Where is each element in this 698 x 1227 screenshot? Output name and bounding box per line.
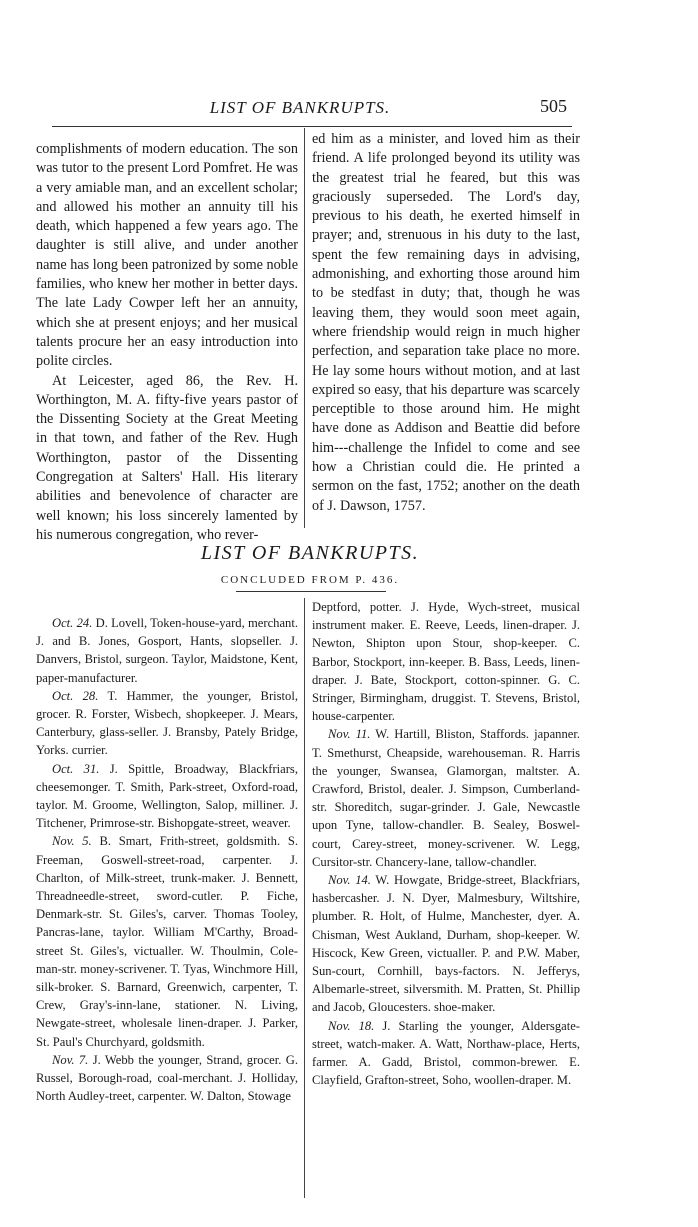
obituary-paragraph: ed him as a minister, and loved him as their friend. A life prolonged beyond its utility was the greatest trial he feared, but this was graciously superseded. The Lord's day, previous to his death, he exerted himself in prayer; and, strenuous in his duty to the last, spent the few remaining days in advising, admonishing, and exhorting those around him to be stedfast in duty; that, though he was leaving them, they would soon meet again, where friendship would reign in much higher perfection, and separation take place no more. He lay some hours without motion, and at last expired so easy, that his departure was scarcely perceptible to those around him. He might have done as Addison and Beattie did before him---challenge the Infidel to come and see how a Christian could die. He printed a sermon on the fast, 1752; another on the death of J. Dawson, 1757. xyxy=(312,131,580,514)
obituary-paragraph: At Leicester, aged 86, the Rev. H. Worthington, M. A. fifty-five years pastor of the Dissenting Society at the Great Meeting in that town, and father of the Rev. Hugh Worthington, pastor of the Dissenting Congregation at Salters' Hall. His literary abilities and benevolence of character are well known; his loss sincerely lamented by his numerous congregation, who rever- xyxy=(36,372,298,543)
obituary-paragraph: complishments of modern education. The son was tutor to the present Lord Pomfret. He was a very amiable man, and an excellent scholar; and allowed his mother an annuity till his death, which happened a few years ago. The daughter is still alive, and under another name has long been patronized by some noble families, who knew her mother in better days. The late Lady Cowper left her an annuity, which she at present enjoys; and her musical talents procure her an easy introduction into polite circles. xyxy=(36,141,299,370)
page-number: 505 xyxy=(540,96,567,116)
entry-text: J. Starling the younger, Aldersgate-street, watch-maker. A. Watt, Northaw-place, Herts, farmer. A. Gadd, Bristol, common-brewer. E. Clayfield, Grafton-street, Soho, woollen-draper. M. xyxy=(312,1018,580,1088)
entry-date: Oct. 24. xyxy=(52,616,93,630)
entry-text: D. Lovell, Token-house-yard, merchant. J. and B. Jones, Gosport, Hants, slopseller. J. Danvers, Bristol, surgeon. Taylor, Maidstone, Kent, paper-manufacturer. xyxy=(36,616,298,685)
section-title: LIST OF BANKRUPTS. xyxy=(200,542,420,564)
entry-date: Nov. 11. xyxy=(328,727,371,742)
obituary-right-column xyxy=(312,130,580,516)
entry-text: T. Hammer, the younger, Bristol, grocer. R. Forster, Wisbech, shopkeeper. J. Mears, Canterbury, glass-seller. J. Bransby, Pately Bridge, Yorks. currier. xyxy=(36,688,298,758)
entry-date: Oct. 31. xyxy=(52,761,100,776)
entry-text: Deptford, potter. J. Hyde, Wych-street, musical instrument maker. E. Reeve, Leeds, linen-draper. J. Newton, Shipton upon Stour, shop-keeper. C. Barbor, Stockport, inn-keeper. B. Bass, Leeds, linen-draper. J. Bate, Stockport, cotton-spinner. G. C. Stringer, Birmingham, druggist. T. Stevens, Bristol, house-carpenter. xyxy=(312,600,580,724)
entry-date: Oct. 28. xyxy=(52,688,99,703)
entry-text: J. Webb the younger, Strand, grocer. G. Russel, Borough-road, coal-merchant. J. Holliday, North Audley-treet, carpenter. W. Dalton, Stowage xyxy=(36,1052,299,1104)
running-head-title: LIST OF BANKRUPTS. xyxy=(209,98,391,117)
bankrupts-right-column xyxy=(312,598,580,1089)
bankrupt-entry xyxy=(312,871,580,1017)
bankrupts-left-column xyxy=(36,614,298,1105)
header-rule xyxy=(52,126,572,127)
entry-date: Nov. 14. xyxy=(328,873,371,888)
entry-text: W. Hartill, Bliston, Staffords. japanner. T. Smethurst, Cheapside, warehouseman. R. Harris the younger, Swansea, Glamorgan, maltster. A. Crawford, Bristol, dealer. J. Simpson, Cumberland-str. Shoreditch, sugar-grinder. J. Gale, Newcastle upon Tyne, tallow-chandler. B. Sealey, Boswel-court, Carey-street, money-scrivener. W. Legg, Cursitor-str. Chancery-lane, tallow-chandler. xyxy=(312,727,580,869)
bankrupt-entry xyxy=(36,832,298,1050)
obituary-left-column xyxy=(36,140,298,545)
bankrupt-entry xyxy=(36,614,298,687)
entry-text: J. Spittle, Broadway, Blackfriars, cheesemonger. T. Smith, Park-street, Oxford-road, taylor. M. Groome, Wellington, Salop, milliner. J. Titchener, Primrose-str. Bishopgate-street, weaver. xyxy=(36,761,298,831)
bankrupt-entry xyxy=(36,1051,298,1106)
entry-date: Nov. 18. xyxy=(328,1018,375,1033)
subtitle-rule xyxy=(236,591,386,592)
entry-text: W. Howgate, Bridge-street, Blackfriars, hasbercasher. J. N. Dyer, Malmesbury, Wiltshire, plumber. R. Holt, of Hulme, Manchester, dyer. A. Chisman, West Aukland, Durham, shop-keeper. W. Hiscock, Kew Green, victualler. P. and P.W. Maber, Sun-court, Cornhill, bays-factors. N. Jefferys, Albemarle-street, silversmith. M. Pratten, St. Phillip and Jacob, Gloucesters. shoe-maker. xyxy=(312,873,581,1015)
entry-date: Nov. 5. xyxy=(52,834,92,849)
bankrupt-entry xyxy=(312,725,580,871)
section-subtitle: CONCLUDED FROM P. 436. xyxy=(220,574,400,586)
bankrupt-entry xyxy=(36,760,298,833)
column-divider xyxy=(304,598,305,1198)
column-divider xyxy=(304,128,305,528)
bankrupt-entry xyxy=(36,687,298,760)
bankrupt-entry xyxy=(312,1017,580,1090)
entry-date: Nov. 7. xyxy=(52,1052,89,1067)
entry-text: B. Smart, Frith-street, goldsmith. S. Freeman, Goswell-street-road, carpenter. J. Charlton, of Milk-street, trunk-maker. J. Bennett, Threadneedle-street, sword-cutler. P. Fiche, Denmark-str. St. Giles's, carver. Thomas Tooley, Pancras-lane, taylor. William M'Carthy, Broad-street St. Giles's, victualler. W. Thoulmin, Cole-man-str. money-scrivener. T. Tyas, Winchmore Hill, silk-broker. S. Barnard, Greenwich, carpenter, T. Crew, Gray's-inn-lane, stationer. N. Living, Newgate-street, wholesale linen-draper. J. Parker, St. Paul's Churchyard, goldsmith. xyxy=(36,834,299,1049)
bankrupt-entry xyxy=(312,598,580,725)
